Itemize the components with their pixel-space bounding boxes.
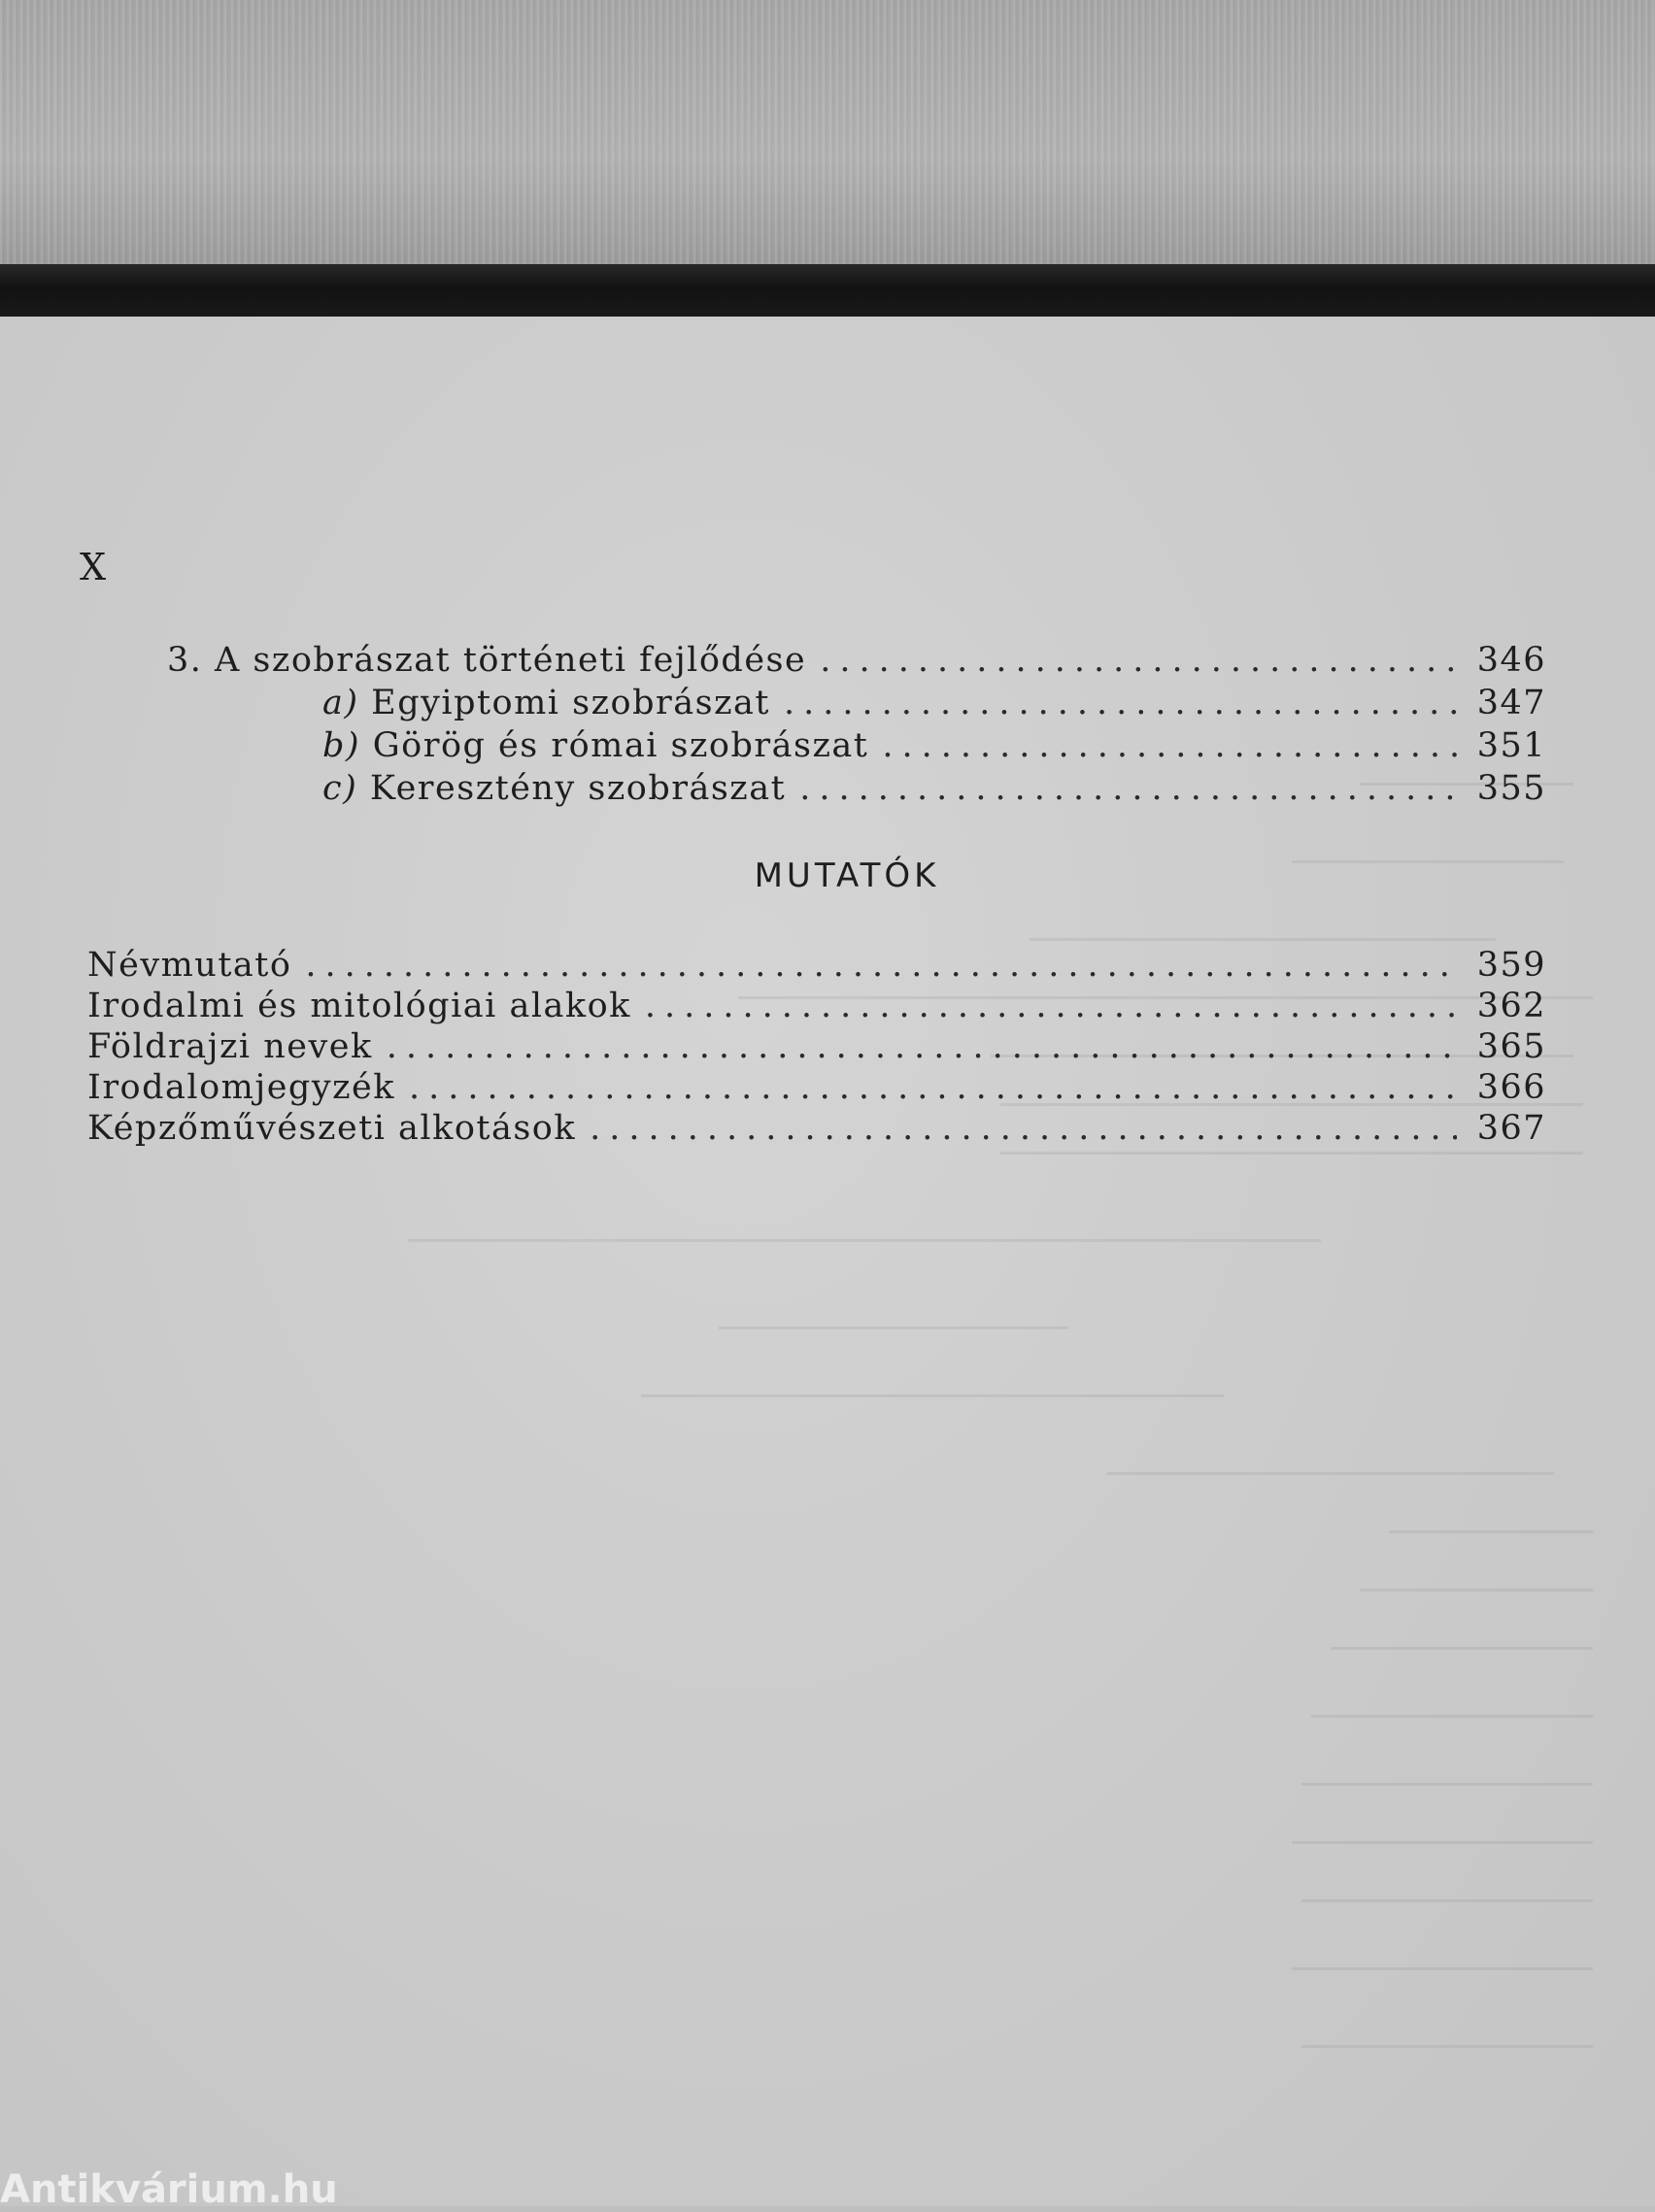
dot-leader	[645, 987, 1457, 1025]
toc-entry-marker: b)	[322, 726, 361, 765]
dot-leader	[590, 1109, 1457, 1148]
toc-entry	[87, 1027, 1546, 1066]
toc-page-number: 347	[1476, 684, 1546, 722]
toc-entry	[322, 726, 1546, 765]
toc-entry-title: Földrajzi nevek	[87, 1027, 373, 1066]
section-title: MUTATÓK	[754, 856, 940, 895]
toc-entry	[322, 769, 1546, 808]
toc-entry-number: 3.	[167, 641, 216, 680]
book-binding-edge	[0, 264, 1655, 320]
toc-entry	[87, 946, 1546, 985]
dot-leader	[820, 641, 1457, 680]
toc-page-number: 346	[1476, 641, 1546, 680]
book-page	[0, 317, 1655, 2206]
dot-leader	[882, 726, 1457, 765]
toc-entry-title: Névmutató	[87, 946, 292, 985]
toc-page-number: 367	[1476, 1109, 1546, 1148]
table-of-contents	[0, 317, 1655, 2206]
background-surface	[0, 0, 1655, 264]
toc-page-number: 359	[1476, 946, 1546, 985]
toc-entry-marker: a)	[322, 684, 359, 722]
toc-page-number: 362	[1476, 987, 1546, 1025]
toc-entry	[87, 1109, 1546, 1148]
toc-entry	[167, 641, 1546, 680]
toc-page-number: 366	[1476, 1068, 1546, 1107]
page-number: X	[80, 546, 107, 588]
dot-leader	[387, 1027, 1457, 1066]
toc-entry-title: Keresztény szobrászat	[357, 769, 787, 808]
toc-entry-title: Egyiptomi szobrászat	[358, 684, 770, 722]
dot-leader	[799, 769, 1457, 808]
watermark-logo: Antikvárium.hu	[0, 2167, 338, 2212]
toc-entry	[87, 1068, 1546, 1107]
toc-entry	[322, 684, 1546, 722]
toc-entry-title: Irodalomjegyzék	[87, 1068, 395, 1107]
toc-page-number: 351	[1476, 726, 1546, 765]
toc-entry	[87, 987, 1546, 1025]
dot-leader	[784, 684, 1457, 722]
toc-entry-marker: c)	[322, 769, 358, 808]
toc-entry-title: Irodalmi és mitológiai alakok	[87, 987, 631, 1025]
toc-entry-title: Képzőművészeti alkotások	[87, 1109, 577, 1148]
dot-leader	[305, 946, 1457, 985]
dot-leader	[409, 1068, 1457, 1107]
toc-entry-title: A szobrászat történeti fejlődése	[215, 641, 807, 680]
toc-page-number: 355	[1476, 769, 1546, 808]
toc-page-number: 365	[1476, 1027, 1546, 1066]
toc-entry-title: Görög és római szobrászat	[360, 726, 869, 765]
